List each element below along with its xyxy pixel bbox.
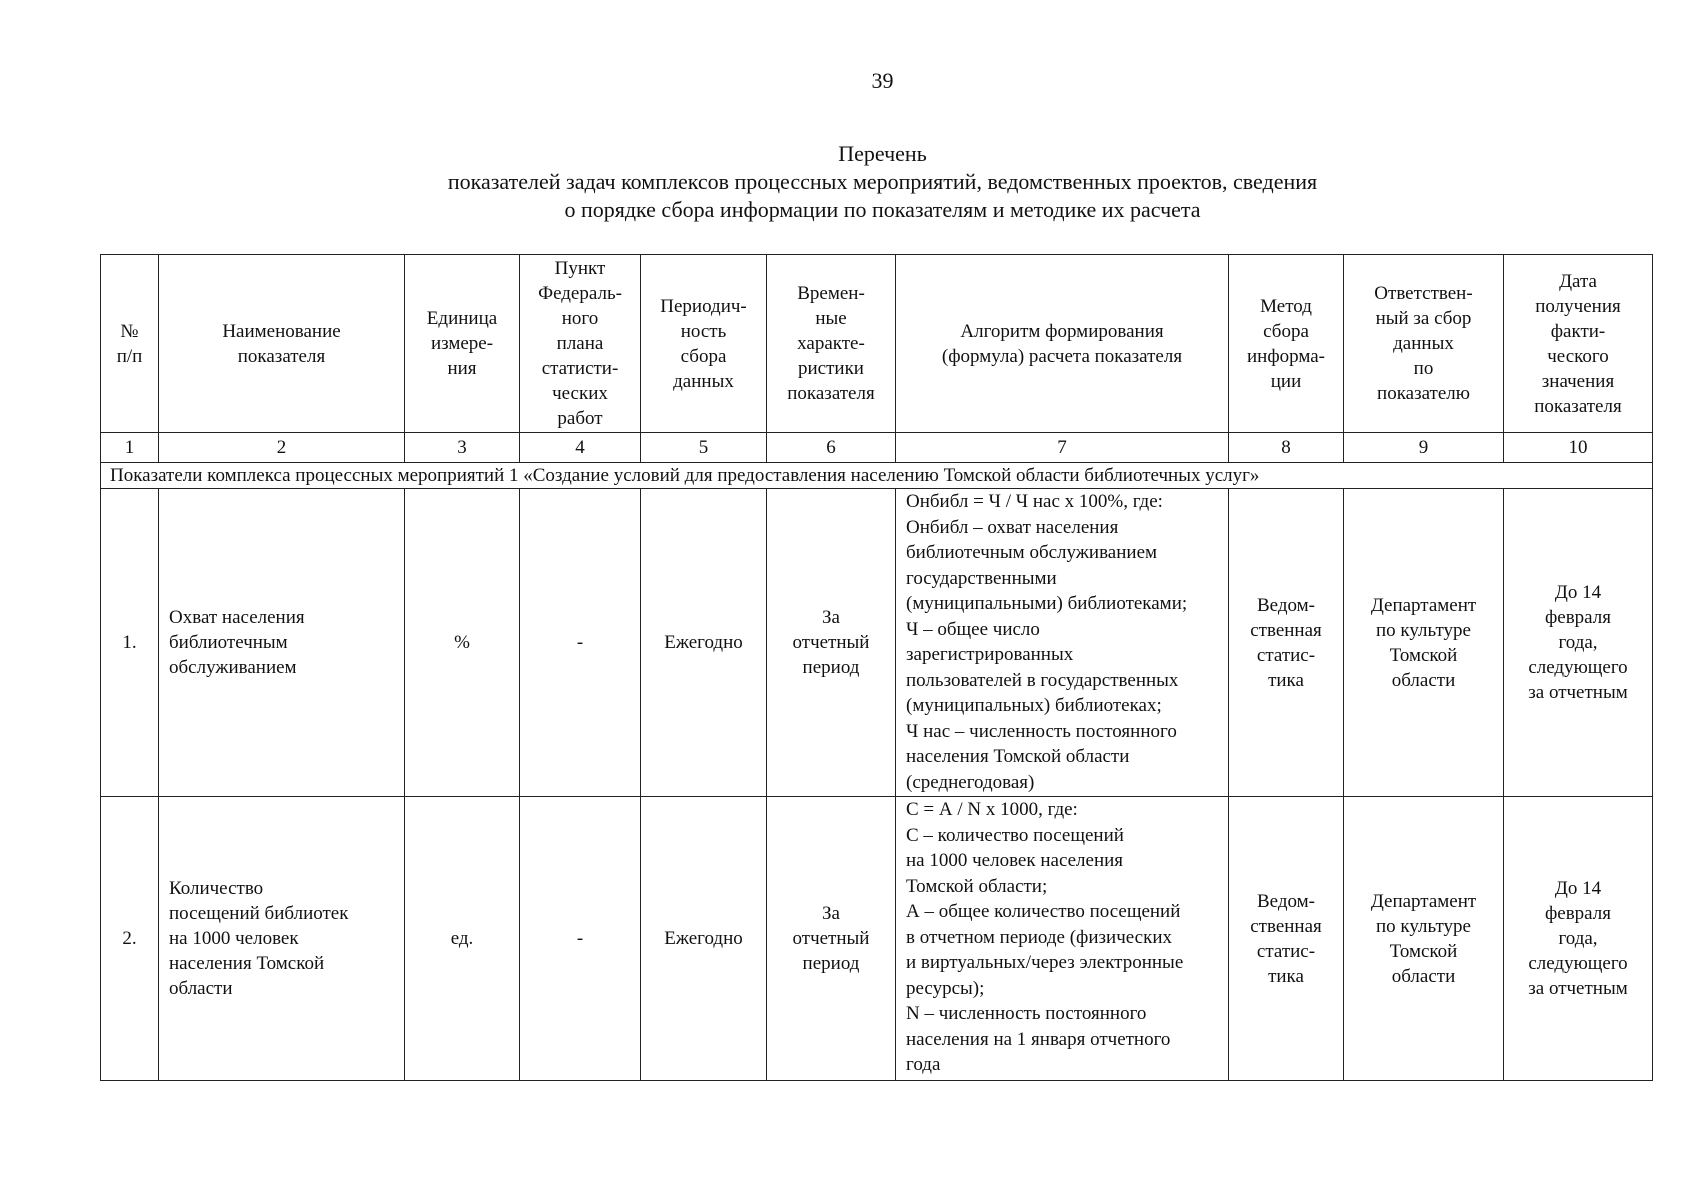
text-line: библиотечным <box>169 632 288 653</box>
text-line: ческих <box>552 383 608 404</box>
row-number: 1. <box>101 489 159 797</box>
text-line: Федераль- <box>538 283 622 304</box>
text-line: значения <box>1541 370 1615 392</box>
algorithm-cell <box>896 797 1229 1081</box>
text-line: области <box>1391 669 1456 691</box>
text-line: N – численность постоянного <box>906 1003 1147 1024</box>
text-line: показателя <box>237 345 326 367</box>
text-line: февраля <box>1544 903 1612 924</box>
periodicity-cell: Ежегодно <box>641 489 767 797</box>
text-line: обслуживанием <box>169 657 297 678</box>
text-line: сбора <box>1263 320 1309 342</box>
date-cell <box>1504 489 1653 797</box>
plan-item-cell: - <box>520 489 641 797</box>
row-number: 2. <box>101 797 159 1081</box>
text-line: на 1000 человек <box>169 928 299 949</box>
text-line: факти- <box>1550 320 1606 342</box>
text-line: ные <box>815 308 847 329</box>
text-line: Периодич- <box>660 295 747 317</box>
responsible-cell <box>1344 489 1504 797</box>
text-line: по культуре <box>1376 915 1471 937</box>
text-line: отчетный <box>792 928 870 949</box>
text-line: Времен- <box>797 283 865 304</box>
column-number: 6 <box>767 433 896 463</box>
text-line: Алгоритм формирования <box>960 320 1164 342</box>
text-line: года, <box>1558 632 1598 653</box>
header-cell <box>520 255 641 433</box>
column-number: 1 <box>101 433 159 463</box>
text-line: период <box>802 657 860 678</box>
text-line: года <box>906 1054 941 1075</box>
text-line: области <box>1391 965 1456 987</box>
title-line: Перечень <box>838 141 927 166</box>
text-line: (муниципальными) библиотеками; <box>906 593 1188 614</box>
text-line: измере- <box>430 333 494 354</box>
text-line: Ответствен- <box>1374 283 1473 304</box>
text-line: показателя <box>1534 395 1622 417</box>
header-row <box>101 255 1653 433</box>
text-line: ческого <box>1547 345 1609 367</box>
text-line: пользователей в государственных <box>906 669 1179 691</box>
text-line: получения <box>1535 295 1621 317</box>
text-line: ность <box>680 320 727 342</box>
table-row <box>101 489 1653 797</box>
time-characteristics-cell <box>767 489 896 797</box>
responsible-cell <box>1344 797 1504 1081</box>
text-line: на 1000 человек населения <box>906 850 1124 871</box>
text-line: ственная <box>1250 619 1322 641</box>
column-number: 8 <box>1229 433 1344 463</box>
text-line: библиотечным обслуживанием <box>906 542 1158 563</box>
text-line: Департамент <box>1370 890 1477 912</box>
text-line: Ведом- <box>1256 594 1315 616</box>
text-line: населения на 1 января отчетного <box>906 1028 1171 1050</box>
text-line: за отчетным <box>1528 682 1628 703</box>
text-line: № <box>120 320 139 342</box>
column-number: 3 <box>405 433 520 463</box>
text-line: характе- <box>797 333 865 354</box>
header-cell <box>1504 255 1653 433</box>
column-number: 10 <box>1504 433 1653 463</box>
text-line: Томской <box>1389 940 1458 962</box>
header-cell <box>1229 255 1344 433</box>
text-line: Ч нас – численность постоянного <box>906 720 1177 742</box>
text-line: по <box>1413 358 1434 379</box>
unit-cell: % <box>405 489 520 797</box>
text-line: ресурсы); <box>906 977 985 999</box>
text-line: период <box>802 953 860 974</box>
text-line: Количество <box>169 878 264 899</box>
text-line: статисти- <box>541 358 619 379</box>
text-line: Ведом- <box>1256 890 1315 912</box>
header-cell <box>767 255 896 433</box>
text-line: года, <box>1558 928 1598 949</box>
text-line: и виртуальных/через электронные <box>906 952 1184 973</box>
text-line: февраля <box>1544 607 1612 628</box>
text-line: А – общее количество посещений <box>906 901 1181 922</box>
text-line: населения Томской <box>169 953 325 974</box>
method-cell <box>1229 489 1344 797</box>
text-line: ристики <box>798 358 864 379</box>
text-line: по культуре <box>1376 619 1471 641</box>
text-line: Охват населения <box>169 607 305 628</box>
text-line: работ <box>557 408 603 429</box>
text-line: ственная <box>1250 915 1322 937</box>
header-cell <box>641 255 767 433</box>
page-number: 39 <box>871 68 894 93</box>
text-line: Томской области; <box>906 875 1048 897</box>
periodicity-cell: Ежегодно <box>641 797 767 1081</box>
text-line: показателя <box>787 383 875 404</box>
time-characteristics-cell <box>767 797 896 1081</box>
text-line: показателю <box>1377 383 1470 404</box>
text-line: тика <box>1268 965 1304 987</box>
text-line: зарегистрированных <box>906 644 1074 665</box>
text-line: До 14 <box>1554 878 1602 899</box>
title-line: показателей задач комплексов процессных мероприятий, ведомственных проектов, сведения <box>447 169 1318 194</box>
text-line: Онбибл = Ч / Ч нас х 100%, где: <box>906 491 1163 512</box>
text-line: Ч – общее число <box>906 618 1040 640</box>
text-line: За <box>822 903 840 924</box>
text-line: в отчетном периоде (физических <box>906 926 1172 948</box>
document-title <box>0 140 1698 224</box>
header-cell <box>405 255 520 433</box>
column-number: 4 <box>520 433 641 463</box>
text-line: статис- <box>1256 644 1316 666</box>
column-number: 5 <box>641 433 767 463</box>
text-line: населения Томской области <box>906 746 1130 767</box>
text-line: статис- <box>1256 940 1316 962</box>
method-cell <box>1229 797 1344 1081</box>
text-line: Пункт <box>554 258 606 279</box>
text-line: Единица <box>426 308 498 329</box>
text-line: С – количество посещений <box>906 824 1124 846</box>
algorithm-cell <box>896 489 1229 797</box>
indicator-name <box>159 797 405 1081</box>
text-line: ного <box>561 308 599 329</box>
header-cell <box>101 255 159 433</box>
column-number: 7 <box>896 433 1229 463</box>
text-line: следующего <box>1528 657 1628 678</box>
header-cell <box>896 255 1229 433</box>
table-row <box>101 797 1653 1081</box>
text-line: Онбибл – охват населения <box>906 516 1119 538</box>
text-line: плана <box>556 333 604 354</box>
text-line: С = А / N х 1000, где: <box>906 799 1078 820</box>
text-line: ный за сбор <box>1375 308 1472 329</box>
text-line: (среднегодовая) <box>906 771 1035 793</box>
text-line: Департамент <box>1370 594 1477 616</box>
text-line: За <box>822 607 840 628</box>
column-number: 2 <box>159 433 405 463</box>
text-line: (муниципальных) библиотеках; <box>906 695 1162 716</box>
text-line: Томской <box>1389 644 1458 666</box>
column-number-row <box>101 433 1653 463</box>
text-line: ния <box>447 358 477 379</box>
indicator-name <box>159 489 405 797</box>
text-line: данных <box>673 370 734 392</box>
text-line: следующего <box>1528 953 1628 974</box>
text-line: До 14 <box>1554 582 1602 603</box>
section-title: Показатели комплекса процессных мероприятий 1 «Создание условий для предоставления населению Томской области библиотечных услуг» <box>101 463 1653 489</box>
text-line: ции <box>1270 370 1302 392</box>
text-line: за отчетным <box>1528 978 1628 999</box>
title-line: о порядке сбора информации по показателям и методике их расчета <box>564 197 1201 222</box>
text-line: Дата <box>1559 270 1597 292</box>
plan-item-cell: - <box>520 797 641 1081</box>
column-number: 9 <box>1344 433 1504 463</box>
text-line: п/п <box>116 345 143 367</box>
date-cell <box>1504 797 1653 1081</box>
indicators-table <box>100 254 1653 1081</box>
text-line: данных <box>1393 333 1454 354</box>
text-line: области <box>169 978 233 999</box>
text-line: тика <box>1268 669 1304 691</box>
header-cell <box>159 255 405 433</box>
text-line: Наименование <box>222 320 341 342</box>
text-line: государственными <box>906 567 1057 589</box>
text-line: отчетный <box>792 632 870 653</box>
header-cell <box>1344 255 1504 433</box>
section-row <box>101 463 1653 489</box>
text-line: сбора <box>680 345 727 367</box>
text-line: посещений библиотек <box>169 903 349 924</box>
text-line: (формула) расчета показателя <box>941 345 1183 367</box>
text-line: Метод <box>1260 295 1312 317</box>
text-line: информа- <box>1246 345 1325 367</box>
unit-cell: ед. <box>405 797 520 1081</box>
